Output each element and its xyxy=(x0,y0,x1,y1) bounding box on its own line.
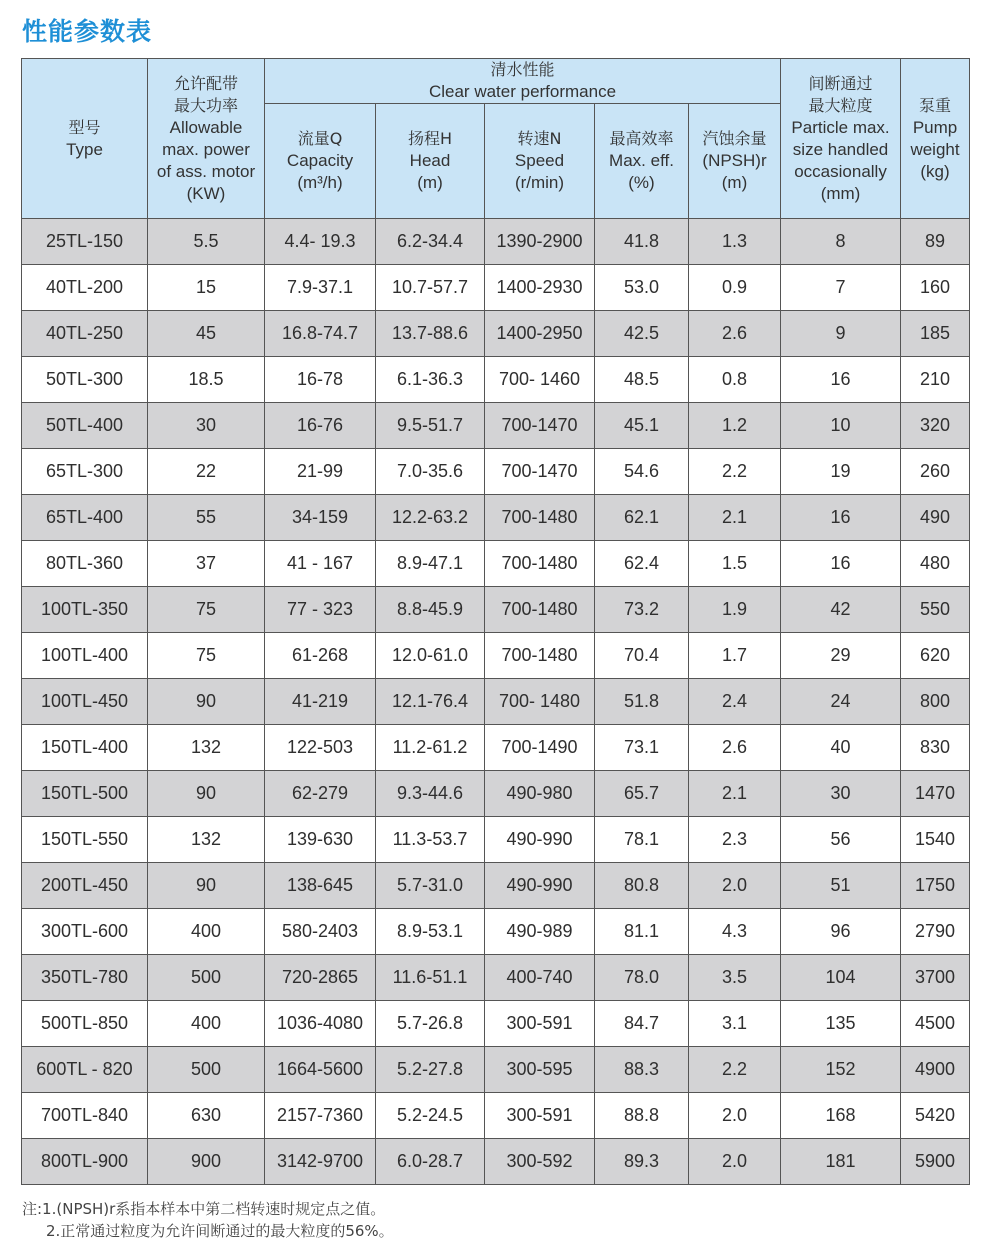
table-cell: 6.2-34.4 xyxy=(376,219,485,265)
table-cell: 4.4- 19.3 xyxy=(265,219,376,265)
table-cell: 65TL-300 xyxy=(22,449,148,495)
table-cell: 84.7 xyxy=(595,1001,689,1047)
table-cell: 1400-2950 xyxy=(485,311,595,357)
table-cell: 45.1 xyxy=(595,403,689,449)
table-cell: 2.6 xyxy=(689,311,781,357)
table-cell: 490-989 xyxy=(485,909,595,955)
table-cell: 50TL-400 xyxy=(22,403,148,449)
table-cell: 2.0 xyxy=(689,1139,781,1185)
table-cell: 40TL-250 xyxy=(22,311,148,357)
table-cell: 168 xyxy=(781,1093,901,1139)
performance-table xyxy=(21,58,970,1185)
table-cell: 1.7 xyxy=(689,633,781,679)
table-row xyxy=(22,909,970,955)
table-row xyxy=(22,1139,970,1185)
table-row xyxy=(22,311,970,357)
table-cell: 700-1480 xyxy=(485,587,595,633)
table-row xyxy=(22,219,970,265)
table-cell: 150TL-550 xyxy=(22,817,148,863)
table-cell: 3.5 xyxy=(689,955,781,1001)
table-row xyxy=(22,955,970,1001)
table-cell: 5.2-24.5 xyxy=(376,1093,485,1139)
table-row xyxy=(22,587,970,633)
table-cell: 40 xyxy=(781,725,901,771)
table-cell: 2.1 xyxy=(689,771,781,817)
table-cell: 25TL-150 xyxy=(22,219,148,265)
table-cell: 100TL-350 xyxy=(22,587,148,633)
table-cell: 210 xyxy=(901,357,970,403)
table-cell: 55 xyxy=(148,495,265,541)
table-cell: 260 xyxy=(901,449,970,495)
table-cell: 800TL-900 xyxy=(22,1139,148,1185)
table-cell: 3142-9700 xyxy=(265,1139,376,1185)
table-cell: 90 xyxy=(148,679,265,725)
table-cell: 100TL-400 xyxy=(22,633,148,679)
table-cell: 75 xyxy=(148,633,265,679)
table-cell: 24 xyxy=(781,679,901,725)
table-cell: 78.0 xyxy=(595,955,689,1001)
table-cell: 11.2-61.2 xyxy=(376,725,485,771)
table-cell: 800 xyxy=(901,679,970,725)
table-cell: 8.9-53.1 xyxy=(376,909,485,955)
header-speed: 转速N Speed (r/min) xyxy=(485,104,595,219)
table-cell: 73.1 xyxy=(595,725,689,771)
table-cell: 16 xyxy=(781,357,901,403)
table-cell: 41-219 xyxy=(265,679,376,725)
table-cell: 4500 xyxy=(901,1001,970,1047)
table-cell: 104 xyxy=(781,955,901,1001)
table-cell: 62.4 xyxy=(595,541,689,587)
table-cell: 500 xyxy=(148,955,265,1001)
table-cell: 138-645 xyxy=(265,863,376,909)
table-cell: 53.0 xyxy=(595,265,689,311)
header-power: 允许配带 最大功率 Allowable max. power of ass. motor (KW) xyxy=(148,59,265,219)
table-cell: 89.3 xyxy=(595,1139,689,1185)
table-cell: 16-78 xyxy=(265,357,376,403)
table-cell: 135 xyxy=(781,1001,901,1047)
footnotes xyxy=(22,1198,394,1242)
table-cell: 1540 xyxy=(901,817,970,863)
header-efficiency: 最高效率 Max. eff. (%) xyxy=(595,104,689,219)
table-cell: 3.1 xyxy=(689,1001,781,1047)
table-cell: 30 xyxy=(148,403,265,449)
table-cell: 320 xyxy=(901,403,970,449)
table-cell: 18.5 xyxy=(148,357,265,403)
header-npsh: 汽蚀余量 (NPSH)r (m) xyxy=(689,104,781,219)
table-cell: 490 xyxy=(901,495,970,541)
table-cell: 51 xyxy=(781,863,901,909)
table-cell: 580-2403 xyxy=(265,909,376,955)
table-cell: 73.2 xyxy=(595,587,689,633)
table-cell: 8 xyxy=(781,219,901,265)
table-cell: 90 xyxy=(148,771,265,817)
table-cell: 150TL-500 xyxy=(22,771,148,817)
table-cell: 22 xyxy=(148,449,265,495)
table-cell: 77 - 323 xyxy=(265,587,376,633)
table-cell: 2.3 xyxy=(689,817,781,863)
header-capacity: 流量Q Capacity (m³/h) xyxy=(265,104,376,219)
table-cell: 12.2-63.2 xyxy=(376,495,485,541)
table-cell: 400-740 xyxy=(485,955,595,1001)
table-cell: 51.8 xyxy=(595,679,689,725)
table-cell: 700- 1460 xyxy=(485,357,595,403)
table-cell: 2.2 xyxy=(689,449,781,495)
table-cell: 2.0 xyxy=(689,863,781,909)
table-header xyxy=(22,59,970,219)
table-cell: 5.5 xyxy=(148,219,265,265)
table-cell: 5420 xyxy=(901,1093,970,1139)
table-cell: 3700 xyxy=(901,955,970,1001)
table-cell: 132 xyxy=(148,725,265,771)
table-cell: 89 xyxy=(901,219,970,265)
table-cell: 720-2865 xyxy=(265,955,376,1001)
header-head: 扬程H Head (m) xyxy=(376,104,485,219)
table-cell: 65.7 xyxy=(595,771,689,817)
table-row xyxy=(22,863,970,909)
table-cell: 132 xyxy=(148,817,265,863)
table-cell: 300-592 xyxy=(485,1139,595,1185)
table-cell: 10.7-57.7 xyxy=(376,265,485,311)
header-type: 型号 Type xyxy=(22,59,148,219)
table-cell: 16.8-74.7 xyxy=(265,311,376,357)
table-cell: 600TL - 820 xyxy=(22,1047,148,1093)
table-cell: 80.8 xyxy=(595,863,689,909)
table-cell: 4.3 xyxy=(689,909,781,955)
table-cell: 21-99 xyxy=(265,449,376,495)
header-clear-water: 清水性能 Clear water performance xyxy=(265,59,781,104)
table-cell: 12.0-61.0 xyxy=(376,633,485,679)
table-cell: 400 xyxy=(148,1001,265,1047)
table-row xyxy=(22,633,970,679)
table-cell: 1664-5600 xyxy=(265,1047,376,1093)
table-cell: 700TL-840 xyxy=(22,1093,148,1139)
table-cell: 2.4 xyxy=(689,679,781,725)
table-row xyxy=(22,357,970,403)
table-cell: 1.2 xyxy=(689,403,781,449)
table-cell: 480 xyxy=(901,541,970,587)
table-cell: 490-980 xyxy=(485,771,595,817)
table-cell: 19 xyxy=(781,449,901,495)
table-cell: 88.3 xyxy=(595,1047,689,1093)
page-title: 性能参数表 xyxy=(22,17,153,46)
table-cell: 139-630 xyxy=(265,817,376,863)
table-cell: 700-1480 xyxy=(485,495,595,541)
header-particle: 间断通过 最大粒度 Particle max. size handled occasionally (mm) xyxy=(781,59,901,219)
table-cell: 1.5 xyxy=(689,541,781,587)
table-cell: 1470 xyxy=(901,771,970,817)
table-cell: 2.1 xyxy=(689,495,781,541)
table-cell: 152 xyxy=(781,1047,901,1093)
table-cell: 122-503 xyxy=(265,725,376,771)
table-row xyxy=(22,403,970,449)
table-cell: 700-1480 xyxy=(485,633,595,679)
table-cell: 7 xyxy=(781,265,901,311)
table-cell: 2790 xyxy=(901,909,970,955)
table-cell: 9 xyxy=(781,311,901,357)
table-cell: 34-159 xyxy=(265,495,376,541)
table-cell: 78.1 xyxy=(595,817,689,863)
table-cell: 700-1470 xyxy=(485,449,595,495)
table-cell: 81.1 xyxy=(595,909,689,955)
table-cell: 5.2-27.8 xyxy=(376,1047,485,1093)
table-cell: 2157-7360 xyxy=(265,1093,376,1139)
table-cell: 700-1490 xyxy=(485,725,595,771)
table-cell: 62.1 xyxy=(595,495,689,541)
table-cell: 80TL-360 xyxy=(22,541,148,587)
table-cell: 11.3-53.7 xyxy=(376,817,485,863)
table-cell: 13.7-88.6 xyxy=(376,311,485,357)
table-cell: 630 xyxy=(148,1093,265,1139)
table-cell: 62-279 xyxy=(265,771,376,817)
table-body xyxy=(22,219,970,1185)
table-cell: 30 xyxy=(781,771,901,817)
table-row xyxy=(22,1093,970,1139)
table-cell: 7.0-35.6 xyxy=(376,449,485,495)
table-cell: 5900 xyxy=(901,1139,970,1185)
table-cell: 45 xyxy=(148,311,265,357)
table-cell: 1390-2900 xyxy=(485,219,595,265)
table-cell: 41 - 167 xyxy=(265,541,376,587)
table-cell: 5.7-31.0 xyxy=(376,863,485,909)
table-cell: 300TL-600 xyxy=(22,909,148,955)
table-cell: 300-591 xyxy=(485,1001,595,1047)
table-row xyxy=(22,817,970,863)
table-row xyxy=(22,541,970,587)
table-cell: 41.8 xyxy=(595,219,689,265)
table-cell: 1036-4080 xyxy=(265,1001,376,1047)
table-cell: 61-268 xyxy=(265,633,376,679)
table-cell: 1400-2930 xyxy=(485,265,595,311)
table-cell: 0.9 xyxy=(689,265,781,311)
table-cell: 90 xyxy=(148,863,265,909)
table-cell: 15 xyxy=(148,265,265,311)
table-cell: 2.6 xyxy=(689,725,781,771)
table-cell: 500TL-850 xyxy=(22,1001,148,1047)
table-cell: 500 xyxy=(148,1047,265,1093)
table-row xyxy=(22,265,970,311)
table-row xyxy=(22,771,970,817)
table-cell: 2.2 xyxy=(689,1047,781,1093)
table-cell: 9.3-44.6 xyxy=(376,771,485,817)
table-cell: 900 xyxy=(148,1139,265,1185)
table-cell: 9.5-51.7 xyxy=(376,403,485,449)
table-cell: 490-990 xyxy=(485,817,595,863)
table-cell: 100TL-450 xyxy=(22,679,148,725)
table-cell: 8.8-45.9 xyxy=(376,587,485,633)
table-cell: 550 xyxy=(901,587,970,633)
table-row xyxy=(22,1047,970,1093)
table-cell: 56 xyxy=(781,817,901,863)
table-row xyxy=(22,1001,970,1047)
table-cell: 700-1470 xyxy=(485,403,595,449)
table-cell: 40TL-200 xyxy=(22,265,148,311)
table-cell: 88.8 xyxy=(595,1093,689,1139)
table-cell: 1.9 xyxy=(689,587,781,633)
header-weight: 泵重 Pump weight (kg) xyxy=(901,59,970,219)
table-cell: 50TL-300 xyxy=(22,357,148,403)
table-cell: 96 xyxy=(781,909,901,955)
table-cell: 490-990 xyxy=(485,863,595,909)
footnote-1: 注:1.(NPSH)r系指本样本中第二档转速时规定点之值。 xyxy=(22,1200,386,1218)
table-cell: 42 xyxy=(781,587,901,633)
table-cell: 16 xyxy=(781,541,901,587)
table-cell: 37 xyxy=(148,541,265,587)
table-cell: 8.9-47.1 xyxy=(376,541,485,587)
table-cell: 700-1480 xyxy=(485,541,595,587)
table-cell: 150TL-400 xyxy=(22,725,148,771)
table-cell: 29 xyxy=(781,633,901,679)
table-cell: 300-591 xyxy=(485,1093,595,1139)
table-cell: 2.0 xyxy=(689,1093,781,1139)
table-cell: 48.5 xyxy=(595,357,689,403)
table-cell: 6.0-28.7 xyxy=(376,1139,485,1185)
footnote-2: 2.正常通过粒度为允许间断通过的最大粒度的56%。 xyxy=(46,1222,394,1240)
table-cell: 160 xyxy=(901,265,970,311)
table-cell: 181 xyxy=(781,1139,901,1185)
table-cell: 1.3 xyxy=(689,219,781,265)
table-cell: 6.1-36.3 xyxy=(376,357,485,403)
table-cell: 16 xyxy=(781,495,901,541)
table-cell: 10 xyxy=(781,403,901,449)
table-row xyxy=(22,495,970,541)
table-cell: 200TL-450 xyxy=(22,863,148,909)
table-row xyxy=(22,449,970,495)
table-cell: 70.4 xyxy=(595,633,689,679)
table-cell: 12.1-76.4 xyxy=(376,679,485,725)
table-cell: 7.9-37.1 xyxy=(265,265,376,311)
table-cell: 54.6 xyxy=(595,449,689,495)
table-row xyxy=(22,679,970,725)
table-cell: 400 xyxy=(148,909,265,955)
table-cell: 11.6-51.1 xyxy=(376,955,485,1001)
table-cell: 5.7-26.8 xyxy=(376,1001,485,1047)
table-cell: 65TL-400 xyxy=(22,495,148,541)
table-cell: 0.8 xyxy=(689,357,781,403)
table-cell: 830 xyxy=(901,725,970,771)
table-cell: 4900 xyxy=(901,1047,970,1093)
table-cell: 350TL-780 xyxy=(22,955,148,1001)
table-cell: 16-76 xyxy=(265,403,376,449)
table-cell: 185 xyxy=(901,311,970,357)
table-row xyxy=(22,725,970,771)
table-cell: 75 xyxy=(148,587,265,633)
table-cell: 1750 xyxy=(901,863,970,909)
table-cell: 620 xyxy=(901,633,970,679)
table-cell: 300-595 xyxy=(485,1047,595,1093)
table-cell: 42.5 xyxy=(595,311,689,357)
table-cell: 700- 1480 xyxy=(485,679,595,725)
